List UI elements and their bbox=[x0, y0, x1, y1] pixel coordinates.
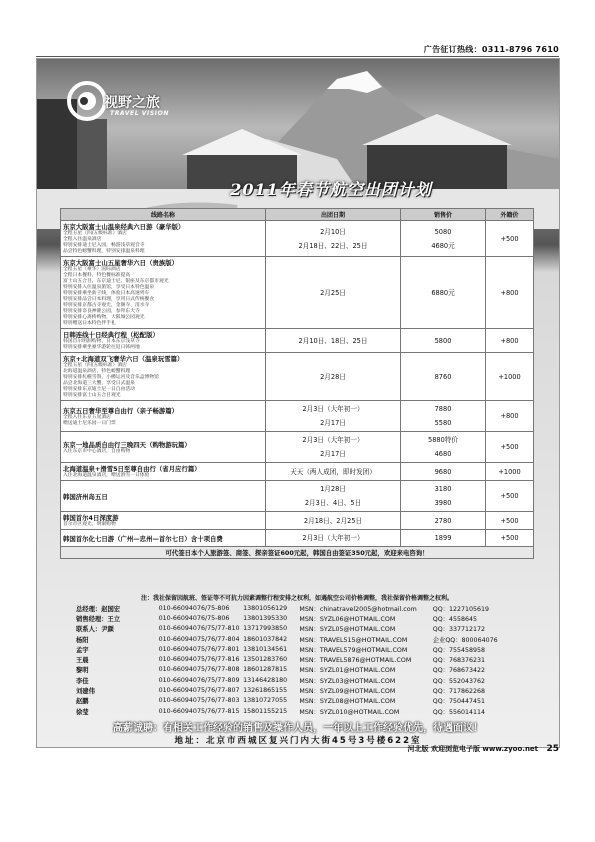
route-note: 首尔市区观光，明洞购物 bbox=[63, 522, 116, 527]
contact-msn: MSN：TRAVEL515@HOTMAIL.COM bbox=[299, 636, 408, 644]
contact-mobile: 13810134561 bbox=[243, 645, 288, 653]
contact-mobile: 13717993850 bbox=[243, 625, 288, 633]
route-note: 特别安排入住温泉旅馆，享受日本特色温泉 bbox=[63, 285, 155, 290]
route-note: 富士山五合目，东京迪士尼、银座及东京都市观光 bbox=[63, 279, 169, 284]
sale-price: 5080 bbox=[434, 227, 452, 236]
contact-mobile: 18601287815 bbox=[243, 666, 288, 674]
contact-mobile: 15801155215 bbox=[243, 707, 288, 715]
contact-phone: 010-66094075/76/77-803 bbox=[158, 697, 240, 705]
route-name: 韩国首尔4日深度游 bbox=[63, 514, 119, 522]
table-row bbox=[61, 353, 534, 401]
foreign-surcharge: +1000 bbox=[486, 463, 534, 481]
contact-name: 赵鹏 bbox=[76, 698, 89, 706]
departure-date: 天天（两人成团，即时发团） bbox=[290, 467, 376, 476]
contact-qq: QQ：552043762 bbox=[432, 677, 486, 685]
contact-name: 孟宇 bbox=[76, 646, 89, 654]
contact-mobile: 13801056129 bbox=[243, 604, 288, 612]
contact-name: 总经理：赵国宏 bbox=[76, 605, 121, 613]
contact-row bbox=[76, 644, 536, 654]
sale-price: 3980 bbox=[434, 499, 452, 507]
route-note: 全程五星（豪华）国际酒店 bbox=[63, 267, 121, 272]
route-note: 特别安排富士山五合目观光 bbox=[63, 393, 121, 398]
route-note: 品尝特色螃蟹料理，特别安排温泉料理 bbox=[63, 249, 145, 254]
table-row bbox=[61, 329, 534, 353]
route-name: 北海道温泉+滑雪5日至尊自由行（省月应行篇） bbox=[63, 465, 201, 473]
route-name: 东京大阪富士山五星奢华六日（贵族版） bbox=[63, 259, 179, 267]
table-footer: 可代签日本个人旅游签、商签、探亲签证600元起，韩国自由签证350元起，欢迎来电咨询！ bbox=[61, 547, 534, 559]
sale-price: 5580 bbox=[434, 419, 452, 427]
departure-date: 2月18日、22日、25日 bbox=[298, 241, 368, 250]
sale-price: 2780 bbox=[434, 516, 452, 525]
contact-mobile: 13810727055 bbox=[243, 697, 288, 705]
contact-mobile: 13501283760 bbox=[243, 656, 288, 664]
foreign-surcharge: +1000 bbox=[486, 353, 534, 401]
sale-price: 4680元 bbox=[431, 241, 455, 250]
route-note: 特别安排奈良神鹿公园，参拜东大寺 bbox=[63, 309, 140, 314]
departure-date: 2月3日（大年初一） bbox=[302, 405, 364, 413]
contact-msn: MSN：TRAVEL5876@HOTMAIL.COM bbox=[299, 657, 412, 665]
contact-phone: 010-66094075/76/77-801 bbox=[158, 645, 240, 653]
contact-msn: MSN：SYZL03@HOTMAIL.COM bbox=[299, 677, 396, 685]
route-note: 入住东京市中心酒店，自由购物 bbox=[63, 448, 131, 454]
route-note: 特别安排东京迪士尼一日自由活动 bbox=[63, 387, 135, 392]
contact-row bbox=[76, 613, 536, 623]
table-row bbox=[61, 530, 534, 547]
sale-price: 6880元 bbox=[431, 288, 455, 297]
contact-row bbox=[76, 696, 536, 706]
departure-date: 2月25日 bbox=[320, 288, 346, 297]
foreign-surcharge: +800 bbox=[486, 401, 534, 432]
contact-qq: QQ：768673422 bbox=[432, 667, 486, 675]
contact-phone: 010-66094075/76/77-804 bbox=[158, 635, 240, 643]
contact-qq: QQ：750447451 bbox=[432, 698, 486, 706]
sale-price: 7880 bbox=[434, 405, 452, 413]
col-price: 销售价 bbox=[401, 209, 486, 221]
contact-row bbox=[76, 675, 536, 685]
route-note: 特别安排品尝日本料理，享用日式传统餐食 bbox=[63, 297, 155, 302]
departure-date: 2月28日 bbox=[320, 372, 346, 381]
route-name: 日韩连线十日经典行程（松配版） bbox=[63, 331, 159, 339]
departure-date: 2月3日（大年初一） bbox=[302, 436, 364, 444]
contact-msn: MSN：SYZL010@HOTMAIL.COM bbox=[299, 708, 400, 716]
notice-text: 注：我社保留因航班、签证等不可抗力因素调整行程安排之权利，如遇航空公司价格调整，我社保留价格调整之权利。 bbox=[140, 595, 453, 602]
route-note: 北海道温泉酒店，特色螃蟹料理 bbox=[63, 369, 131, 374]
contact-list bbox=[76, 603, 536, 716]
contact-phone: 010-66094075/76/77-815 bbox=[158, 707, 240, 715]
contact-name: 徐莹 bbox=[76, 708, 89, 716]
col-foreign: 外籍价 bbox=[486, 209, 534, 221]
contact-row bbox=[76, 624, 536, 634]
contact-qq: QQ：755458958 bbox=[432, 646, 486, 654]
foreign-surcharge: +500 bbox=[486, 432, 534, 463]
foreign-surcharge: +500 bbox=[486, 530, 534, 547]
contact-phone: 010-66094076/75-806 bbox=[158, 614, 230, 622]
route-note: 韩国首尔明洞购物，日本东京浅草寺 bbox=[63, 339, 140, 344]
contact-msn: MSN：SYZL05@HOTMAIL.COM bbox=[299, 626, 396, 634]
route-note: 特别赠送日本特色伴手礼 bbox=[63, 321, 116, 326]
route-name: 东京一地品质自由行三晚四天（购物游玩篇） bbox=[63, 440, 191, 449]
brand-title: 视野之旅 bbox=[104, 95, 160, 111]
contact-msn: MSN：SYZL01@HOTMAIL.COM bbox=[299, 667, 396, 675]
departure-date: 2月3日（大年初一） bbox=[302, 534, 364, 542]
sale-price: 5880特价 bbox=[428, 436, 458, 444]
contact-mobile: 18601037842 bbox=[243, 635, 288, 643]
page-footer bbox=[408, 744, 559, 754]
table-row bbox=[61, 221, 534, 257]
route-note: 入住北海道温泉酒店，赠送滑雪一日体验 bbox=[63, 473, 150, 478]
contact-qq: 企业QQ：800064076 bbox=[432, 636, 498, 644]
table-row bbox=[61, 463, 534, 481]
foreign-surcharge: +500 bbox=[486, 512, 534, 530]
ad-hotline: 广告征订热线：0311-8796 7610 bbox=[423, 45, 559, 54]
departure-date: 2月10日 bbox=[320, 227, 346, 236]
contact-name: 李佳 bbox=[76, 677, 89, 685]
contact-row bbox=[76, 665, 536, 675]
contact-qq: QQ：337712172 bbox=[432, 626, 486, 634]
sale-price: 4680 bbox=[434, 450, 452, 458]
contact-phone: 010-66094076/75/77-809 bbox=[158, 676, 240, 684]
contact-mobile: 13801395330 bbox=[243, 614, 288, 622]
table-row bbox=[61, 257, 534, 329]
contact-phone: 010-66094076/75/77-810 bbox=[158, 625, 240, 633]
sale-price: 1899 bbox=[434, 534, 452, 542]
route-note: 特别安排札幌雪祭，小樽运河及音乐盒博物馆 bbox=[63, 375, 159, 380]
contact-name: 联系人：尹颜 bbox=[76, 626, 114, 634]
contact-row bbox=[76, 603, 536, 613]
route-note: 品尝北海道三大蟹，享受日式温泉 bbox=[63, 381, 135, 386]
sale-price: 3180 bbox=[434, 485, 452, 493]
contact-qq: QQ：556014114 bbox=[432, 708, 486, 716]
page-number: 25 bbox=[546, 744, 559, 754]
contact-qq: QQ：768376231 bbox=[432, 657, 486, 665]
route-note: 全程入住东京五星酒店 bbox=[63, 414, 111, 420]
route-note: 全程五星（四/五级标准）酒店 bbox=[63, 363, 127, 368]
sale-price: 5800 bbox=[434, 336, 452, 345]
contact-qq: QQ：1227105619 bbox=[432, 605, 490, 613]
contact-msn: MSN：SYZL08@HOTMAIL.COM bbox=[299, 698, 396, 706]
foreign-surcharge: +800 bbox=[486, 257, 534, 329]
address-text: 地址：北京市西城区复兴门内大街45号3号楼622室 bbox=[174, 736, 422, 746]
route-name: 东京+北海道双飞奢华六日（温泉玩雪篇） bbox=[63, 355, 184, 363]
departure-date: 2月10日、18日、25日 bbox=[298, 336, 368, 345]
top-rule bbox=[36, 56, 559, 57]
departure-date: 2月18日、2月25日 bbox=[303, 516, 363, 525]
contact-row bbox=[76, 654, 536, 664]
table-row bbox=[61, 401, 534, 432]
contact-row bbox=[76, 634, 536, 644]
route-note: 全程日本餐料，特色餐标准提高 bbox=[63, 273, 131, 278]
recruit-text: 高薪诚聘：有相关工作经验的销售及操作人员，一年以上工作经验优先，待遇面议！ bbox=[113, 723, 483, 734]
col-date: 出团日期 bbox=[266, 209, 401, 221]
route-note: 赠送迪士尼乐园一日门票 bbox=[63, 420, 116, 426]
contact-msn: MSN：TRAVEL579@HOTMAIL.COM bbox=[299, 646, 408, 654]
contact-msn: MSN：chinatravel2005@hotmail.com bbox=[299, 605, 417, 613]
route-note: 特别安排心斋桥购物，大阪城公园观光 bbox=[63, 315, 145, 320]
contact-msn: MSN：SYZL06@HOTMAIL.COM bbox=[299, 615, 396, 623]
route-note: 特别安排乘坐新干线，体验日本高速列车 bbox=[63, 291, 150, 296]
sale-price: 9680 bbox=[434, 467, 452, 476]
departure-date: 2月17日 bbox=[320, 419, 346, 427]
contact-phone: 010-66094075/76/77-808 bbox=[158, 666, 240, 674]
contact-mobile: 13261865155 bbox=[243, 687, 288, 695]
route-note: 全程五星（四/五级标准）酒店 bbox=[63, 231, 127, 236]
brand-subtitle: TRAVEL VISION bbox=[110, 110, 169, 117]
contact-name: 销售经理：王立 bbox=[76, 615, 121, 623]
table-row bbox=[61, 481, 534, 512]
contact-phone: 010-66094075/76/77-807 bbox=[158, 687, 240, 695]
table-row bbox=[61, 512, 534, 530]
tour-table bbox=[60, 208, 534, 559]
contact-row bbox=[76, 685, 536, 695]
route-name: 东京大阪富士山温泉经典六日游（豪华版） bbox=[63, 223, 185, 231]
route-note: 特别安排乘坐豪华游轮往返日韩两地 bbox=[63, 345, 140, 350]
col-route: 线路名称 bbox=[61, 209, 266, 221]
route-note: 特别安排京都古寺观光，金阁寺、清水寺 bbox=[63, 303, 150, 308]
departure-date: 2月17日 bbox=[320, 450, 346, 458]
site-link[interactable]: 欢迎浏览电子版 www.zyoo.net bbox=[430, 745, 539, 753]
contact-qq: QQ：717862268 bbox=[432, 688, 486, 696]
departure-date: 1月28日 bbox=[320, 485, 346, 493]
contact-name: 刘建伟 bbox=[76, 688, 95, 696]
contact-name: 杨阳 bbox=[76, 636, 89, 644]
route-name: 东京五日奢华至尊自由行（亲子畅游篇） bbox=[63, 406, 179, 415]
contact-qq: QQ：4558645 bbox=[432, 615, 477, 623]
banner-title: 2011年春节航空出团计划 bbox=[230, 180, 432, 199]
route-note: 特别安排迪士尼入园，畅游浅草观音寺 bbox=[63, 243, 145, 248]
contact-name: 王晨 bbox=[76, 657, 89, 665]
foreign-surcharge: +500 bbox=[486, 481, 534, 512]
contact-phone: 010-66094076/75-806 bbox=[158, 604, 230, 612]
contact-row bbox=[76, 706, 536, 716]
sale-price: 8760 bbox=[434, 372, 452, 381]
table-row bbox=[61, 432, 534, 463]
route-name: 韩国首尔化七日游（广州—忠州—首尔七日）含十项自费 bbox=[63, 534, 223, 543]
route-note: 全程入住温泉酒店 bbox=[63, 237, 102, 242]
edition-label: 河北版 bbox=[407, 745, 429, 753]
foreign-surcharge: +500 bbox=[486, 221, 534, 257]
route-name: 韩国济州岛五日 bbox=[63, 492, 108, 501]
contact-name: 黎明 bbox=[76, 667, 89, 675]
contact-mobile: 13146428180 bbox=[243, 676, 288, 684]
contact-msn: MSN：SYZL09@HOTMAIL.COM bbox=[299, 688, 396, 696]
departure-date: 2月3日、4日、5日 bbox=[304, 499, 362, 507]
contact-phone: 010-66094075/76/77-816 bbox=[158, 656, 240, 664]
foreign-surcharge: +800 bbox=[486, 329, 534, 353]
